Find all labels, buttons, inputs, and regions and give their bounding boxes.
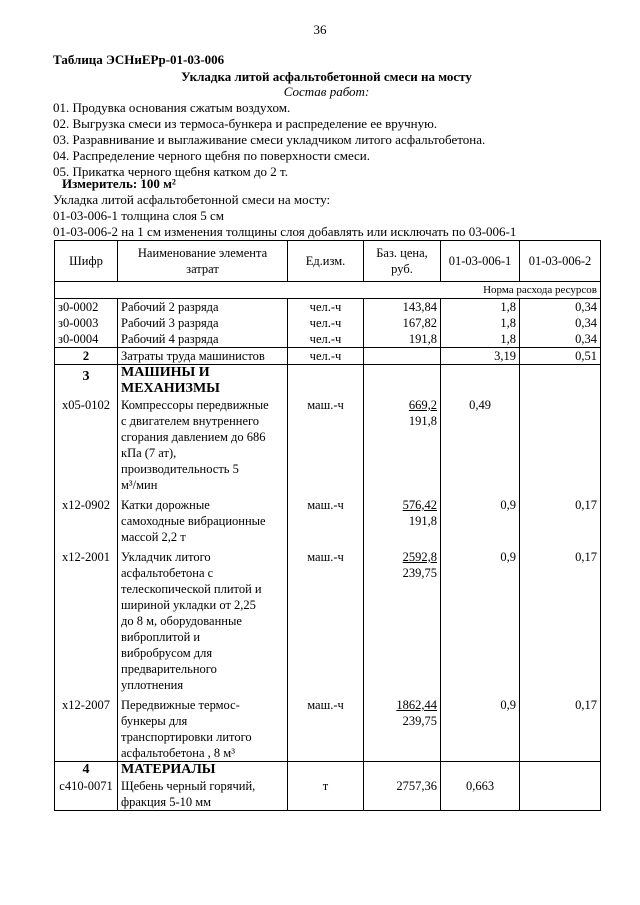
norm-label-row [55,282,601,299]
work-item: 03. Разравнивание и выглаживание смеси укладчиком литого асфальтобетона. [53,132,486,147]
description-line: 01-03-006-2 на 1 см изменения толщины слоя добавлять или исключать по 03-006-1 [53,224,517,239]
header-col1: 01-03-006-1 [441,241,520,282]
composition-title: Состав работ: [283,84,370,99]
norm-label: Норма расхода ресурсов [441,282,601,299]
table-code: Таблица ЭСНиЕРр-01-03-006 [53,52,225,67]
table-row: з0-0003 Рабочий 3 разряда чел.-ч 167,82 1,8 0,34 [55,315,601,331]
section-header-materials: 4 МАТЕРИАЛЫ [55,762,601,779]
table-row: х12-2007 Передвижные термос- бункеры для транспортировки литого асфальтобетона , 8 м³ маш.-ч 1862,44 239,75 0,9 0,17 [55,697,601,762]
table-title: Укладка литой асфальтобетонной смеси на мосту [181,69,472,84]
table-header-row [55,241,601,282]
measure-unit: Измеритель: 100 м² [62,176,176,191]
table-row: х05-0102 Компрессоры передвижные с двигателем внутреннего сгорания давлением до 686 кПа (7 ат), производительность 5 м³/мин маш.-ч 669,2 191,8 0,49 [55,397,601,493]
header-price: Баз. цена, руб. [364,241,441,282]
machinist-row: 2 Затраты труда машинистов чел.-ч 3,19 0,51 [55,348,601,365]
work-item: 04. Распределение черного щебня по поверхности смеси. [53,148,371,163]
description [53,192,516,240]
norms-table [54,240,601,811]
section-header-machines: 3 МАШИНЫ И МЕХАНИЗМЫ [55,365,601,398]
table-row: с410-0071 Щебень черный горячий, фракция 5-10 мм т 2757,36 0,663 [55,778,601,811]
table-row: х12-2001 Укладчик литого асфальтобетона с телескопической плитой и шириной укладки от 2,25 до 8 м, оборудованные виброплитой и вибробрусом для предварительного уплотнения маш.-ч 2592,8 239,75 0,9 0,17 [55,549,601,693]
table-row: з0-0002 Рабочий 2 разряда чел.-ч 143,84 1,8 0,34 [55,299,601,316]
header-unit: Ед.изм. [288,241,364,282]
description-line: 01-03-006-1 толщина слоя 5 см [53,208,224,223]
page-number: 36 [313,22,327,37]
table-row: х12-0902 Катки дорожные самоходные вибрационные массой 2,2 т маш.-ч 576,42 191,8 0,9 0,17 [55,497,601,545]
header-col2: 01-03-006-2 [520,241,601,282]
header-code: Шифр [55,241,118,282]
work-list [53,100,485,180]
header-name: Наименование элемента затрат [118,241,288,282]
work-item: 05. Прикатка черного щебня катком до 2 т. [53,164,289,179]
work-item: 02. Выгрузка смеси из термоса-бункера и распределение ее вручную. [53,116,438,131]
work-item: 01. Продувка основания сжатым воздухом. [53,100,291,115]
description-line: Укладка литой асфальтобетонной смеси на мосту: [53,192,331,207]
table-row: з0-0004 Рабочий 4 разряда чел.-ч 191,8 1,8 0,34 [55,331,601,348]
